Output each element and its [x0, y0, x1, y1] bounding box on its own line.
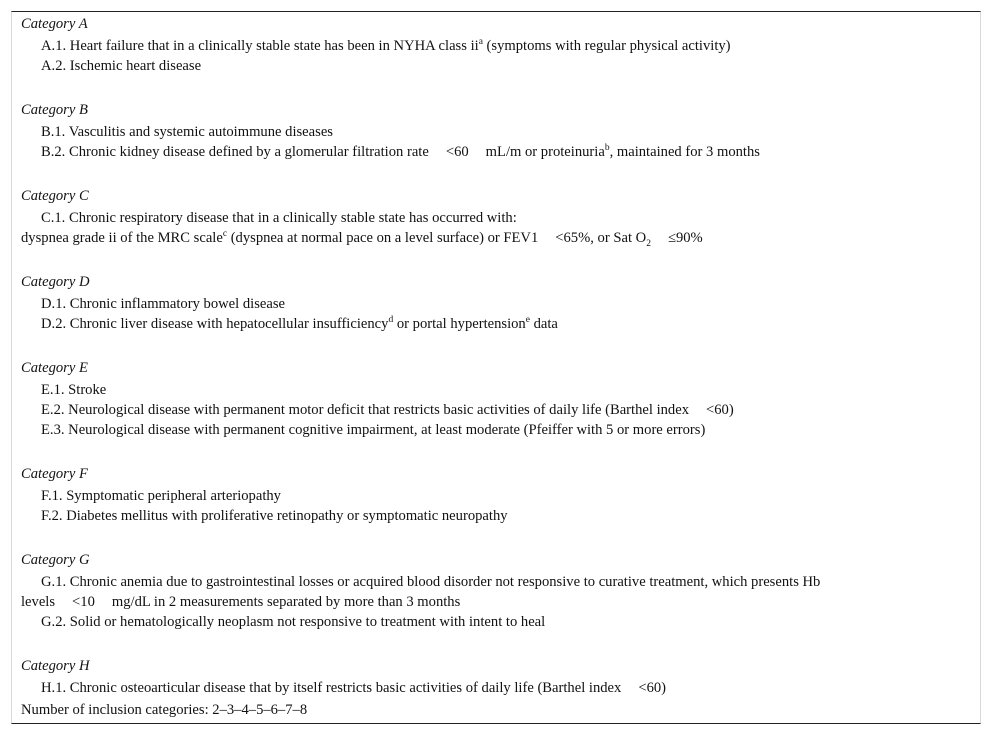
category-e-title: Category E — [21, 360, 88, 376]
criterion-a1: A.1. Heart failure that in a clinically stable state has been in NYHA class $ii^a$ (symptoms with regular physical activity) — [41, 37, 731, 54]
category-d-title: Category D — [21, 274, 90, 290]
criterion-g1: G.1. Chronic anemia due to gastrointestinal losses or acquired blood disorder not responsive to curative treatment, which presents Hb — [41, 574, 821, 590]
category-g-title: Category G — [21, 552, 90, 568]
category-c-title: Category C — [21, 188, 89, 204]
criterion-c1-detail: dyspnea grade ii of the MRC scale$^c$ (dyspnea at normal pace on a level surface) or FEV1 <65%, or Sat $O_2 \le 90\%$ — [21, 229, 703, 249]
criterion-g2: G.2. Solid or hematologically neoplasm not responsive to treatment with intent to heal — [41, 614, 546, 630]
category-h-title: Category H — [21, 658, 90, 674]
category-b-title: Category B — [21, 102, 88, 118]
criterion-f2: F.2. Diabetes mellitus with proliferative retinopathy or symptomatic neuropathy — [41, 508, 508, 524]
criterion-e3: E.3. Neurological disease with permanent cognitive impairment, at least moderate (Pfeiffer with 5 or more errors) — [41, 422, 706, 438]
criterion-d2: D.2. Chronic liver disease with hepatocellular insufficiency$^d$ or portal hypertension$^e$ data — [41, 315, 558, 332]
criterion-d1: D.1. Chronic inflammatory bowel disease — [41, 296, 285, 312]
criterion-a2: A.2. Ischemic heart disease — [41, 58, 202, 74]
category-f-title: Category F — [21, 466, 88, 482]
criterion-f1: F.1. Symptomatic peripheral arteriopathy — [41, 488, 281, 504]
criterion-b1: B.1. Vasculitis and systemic autoimmune diseases — [41, 124, 333, 140]
criterion-e1: E.1. Stroke — [41, 382, 107, 398]
criterion-b2: B.2. Chronic kidney disease defined by a glomerular filtration rate <60 mL/m or proteinuria$^b$, maintained for 3 months — [41, 143, 760, 160]
criteria-table — [11, 11, 981, 724]
inclusion-categories-footer: Number of inclusion categories: 2–3–4–5–6–7–8 — [21, 702, 308, 718]
category-a-title: Category A — [21, 16, 88, 32]
criterion-h1: H.1. Chronic osteoarticular disease that by itself restricts basic activities of daily life (Barthel index <60) — [41, 680, 667, 696]
criterion-g1-detail: levels <10 mg/dL in 2 measurements separated by more than 3 months — [21, 594, 461, 610]
criterion-c1: C.1. Chronic respiratory disease that in a clinically stable state has occurred with: — [41, 210, 517, 226]
criterion-e2: E.2. Neurological disease with permanent motor deficit that restricts basic activities of daily life (Barthel index <60) — [41, 402, 734, 418]
